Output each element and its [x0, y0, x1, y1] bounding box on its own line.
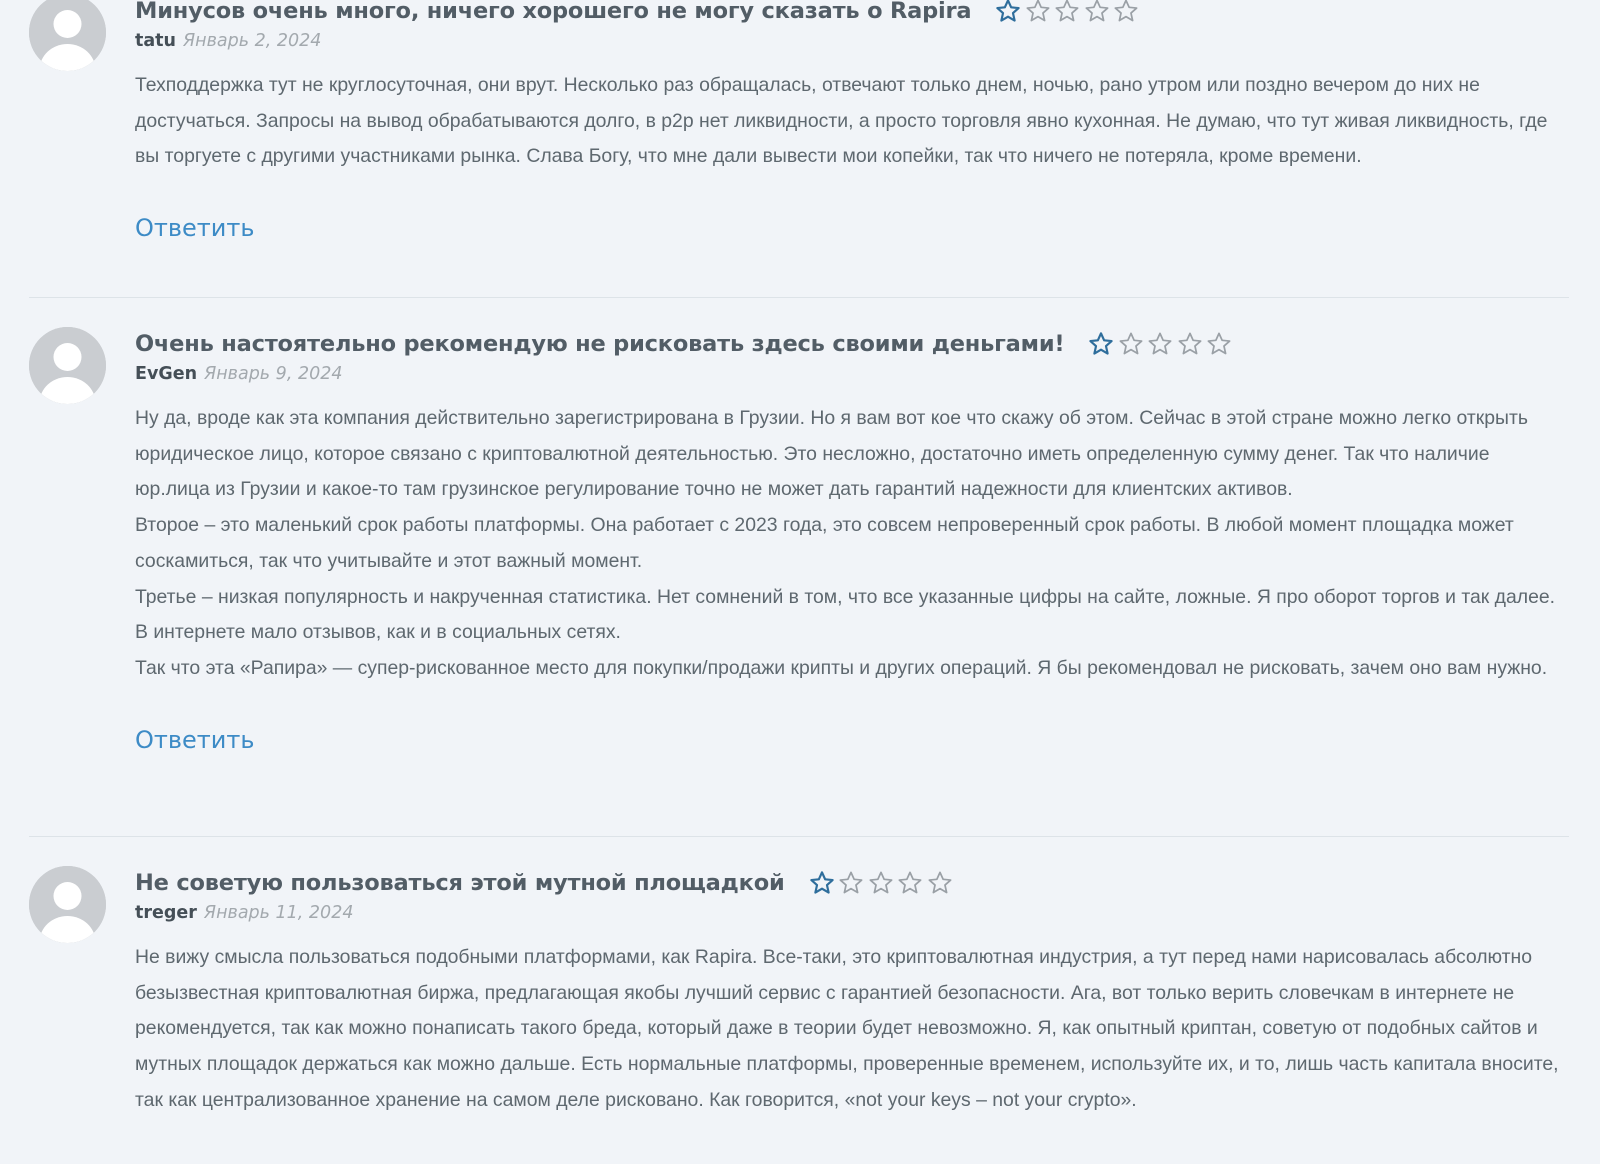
review-body	[135, 0, 1569, 242]
review-paragraph: Так что эта «Рапира» — супер-рискованное место для покупки/продажи крипты и других операций. Я бы рекомендовал не рисковать, зачем оно вам нужно.	[135, 656, 1548, 679]
star-empty-icon	[1147, 331, 1173, 357]
star-empty-icon	[1054, 0, 1080, 24]
review-header	[135, 0, 1569, 28]
review-paragraph: Техподдержка тут не круглосуточная, они врут. Несколько раз обращалась, отвечают только днем, ночью, рано утром или поздно вечером до них не достучаться. Запросы на вывод обрабатываются долго, в p2p нет ликвидности, а просто торговля явно кухонная. Не думаю, что тут живая ликвидность, где вы торгуете с другими участниками рынка. Слава Богу, что мне дали вывести мои копейки, так что ничего не потеряла, кроме времени.	[135, 74, 1548, 168]
user-avatar-icon	[29, 866, 106, 943]
star-empty-icon	[1025, 0, 1051, 24]
review-title: Минусов очень много, ничего хорошего не могу сказать о Rapira	[135, 0, 972, 24]
reply-button[interactable]: Ответить	[135, 214, 255, 243]
star-empty-icon	[927, 870, 953, 896]
review-paragraph: Не вижу смысла пользоваться подобными платформами, как Rapira. Все-таки, это криптовалютная индустрия, а тут перед нами нарисовалась абсолютно безызвестная криптовалютная биржа, предлагающая якобы лучший сервис с гарантией безопасности. Ага, вот только верить словечкам в интернете не рекомендуется, так как можно понаписать такого бреда, который даже в теории будет невозможно. Я, как опытный криптан, советую от подобных сайтов и мутных площадок держаться как можно дальше. Есть нормальные платформы, проверенные временем, используйте их, и то, лишь часть капитала вносите, так как централизованное хранение на самом деле рисковано. Как говорится, «not your keys – not your crypto».	[135, 946, 1559, 1111]
avatar	[29, 866, 106, 943]
review-divider	[29, 836, 1569, 837]
review-text	[135, 68, 1569, 175]
review-header	[135, 327, 1569, 361]
user-avatar-icon	[29, 0, 106, 71]
review-date: Январь 2, 2024	[183, 31, 322, 51]
review-date: Январь 9, 2024	[204, 364, 343, 384]
star-empty-icon	[1177, 331, 1203, 357]
user-avatar-icon	[29, 327, 106, 404]
review-text	[135, 940, 1569, 1119]
review-title: Не советую пользоваться этой мутной площадкой	[135, 870, 785, 896]
review-title: Очень настоятельно рекомендую не рисковать здесь своими деньгами!	[135, 331, 1065, 357]
review-author: tatu	[135, 31, 176, 51]
review-date: Январь 11, 2024	[203, 903, 354, 923]
star-empty-icon	[1113, 0, 1139, 24]
star-rating	[995, 0, 1143, 24]
review-meta	[135, 28, 1569, 54]
star-empty-icon	[838, 870, 864, 896]
review-paragraph: Второе – это маленький срок работы платформы. Она работает с 2023 года, это совсем непроверенный срок работы. В любой момент площадка может соскамиться, так что учитывайте и этот важный момент.	[135, 514, 1514, 572]
review-divider	[29, 297, 1569, 298]
reply-button[interactable]: Ответить	[135, 725, 255, 754]
review-author: treger	[135, 903, 197, 923]
review-body	[135, 866, 1569, 1119]
star-empty-icon	[1206, 331, 1232, 357]
star-empty-icon	[1118, 331, 1144, 357]
review-paragraph: Третье – низкая популярность и накрученная статистика. Нет сомнений в том, что все указанные цифры на сайте, ложные. Я про оборот торгов и так далее. В интернете мало отзывов, как и в социальных сетях.	[135, 585, 1556, 644]
star-empty-icon	[897, 870, 923, 896]
review-meta	[135, 361, 1569, 387]
review-body	[135, 327, 1569, 754]
review-meta	[135, 900, 1569, 926]
review-paragraph: Ну да, вроде как эта компания действительно зарегистрирована в Грузии. Но я вам вот кое что скажу об этом. Сейчас в этой стране можно легко открыть юридическое лицо, которое связано с криптовалютной деятельностью. Это несложно, достаточно иметь определенную сумму денег. Так что наличие юр.лица из Грузии и какое-то там грузинское регулирование точно не может дать гарантий надежности для клиентских активов.	[135, 407, 1528, 501]
star-empty-icon	[868, 870, 894, 896]
star-rating	[809, 870, 957, 896]
star-filled-icon	[995, 0, 1021, 24]
star-empty-icon	[1084, 0, 1110, 24]
star-rating	[1088, 331, 1236, 357]
star-filled-icon	[809, 870, 835, 896]
review-text	[135, 401, 1569, 687]
star-filled-icon	[1088, 331, 1114, 357]
review-author: EvGen	[135, 364, 198, 384]
avatar	[29, 0, 106, 71]
review-header	[135, 866, 1569, 900]
avatar	[29, 327, 106, 404]
